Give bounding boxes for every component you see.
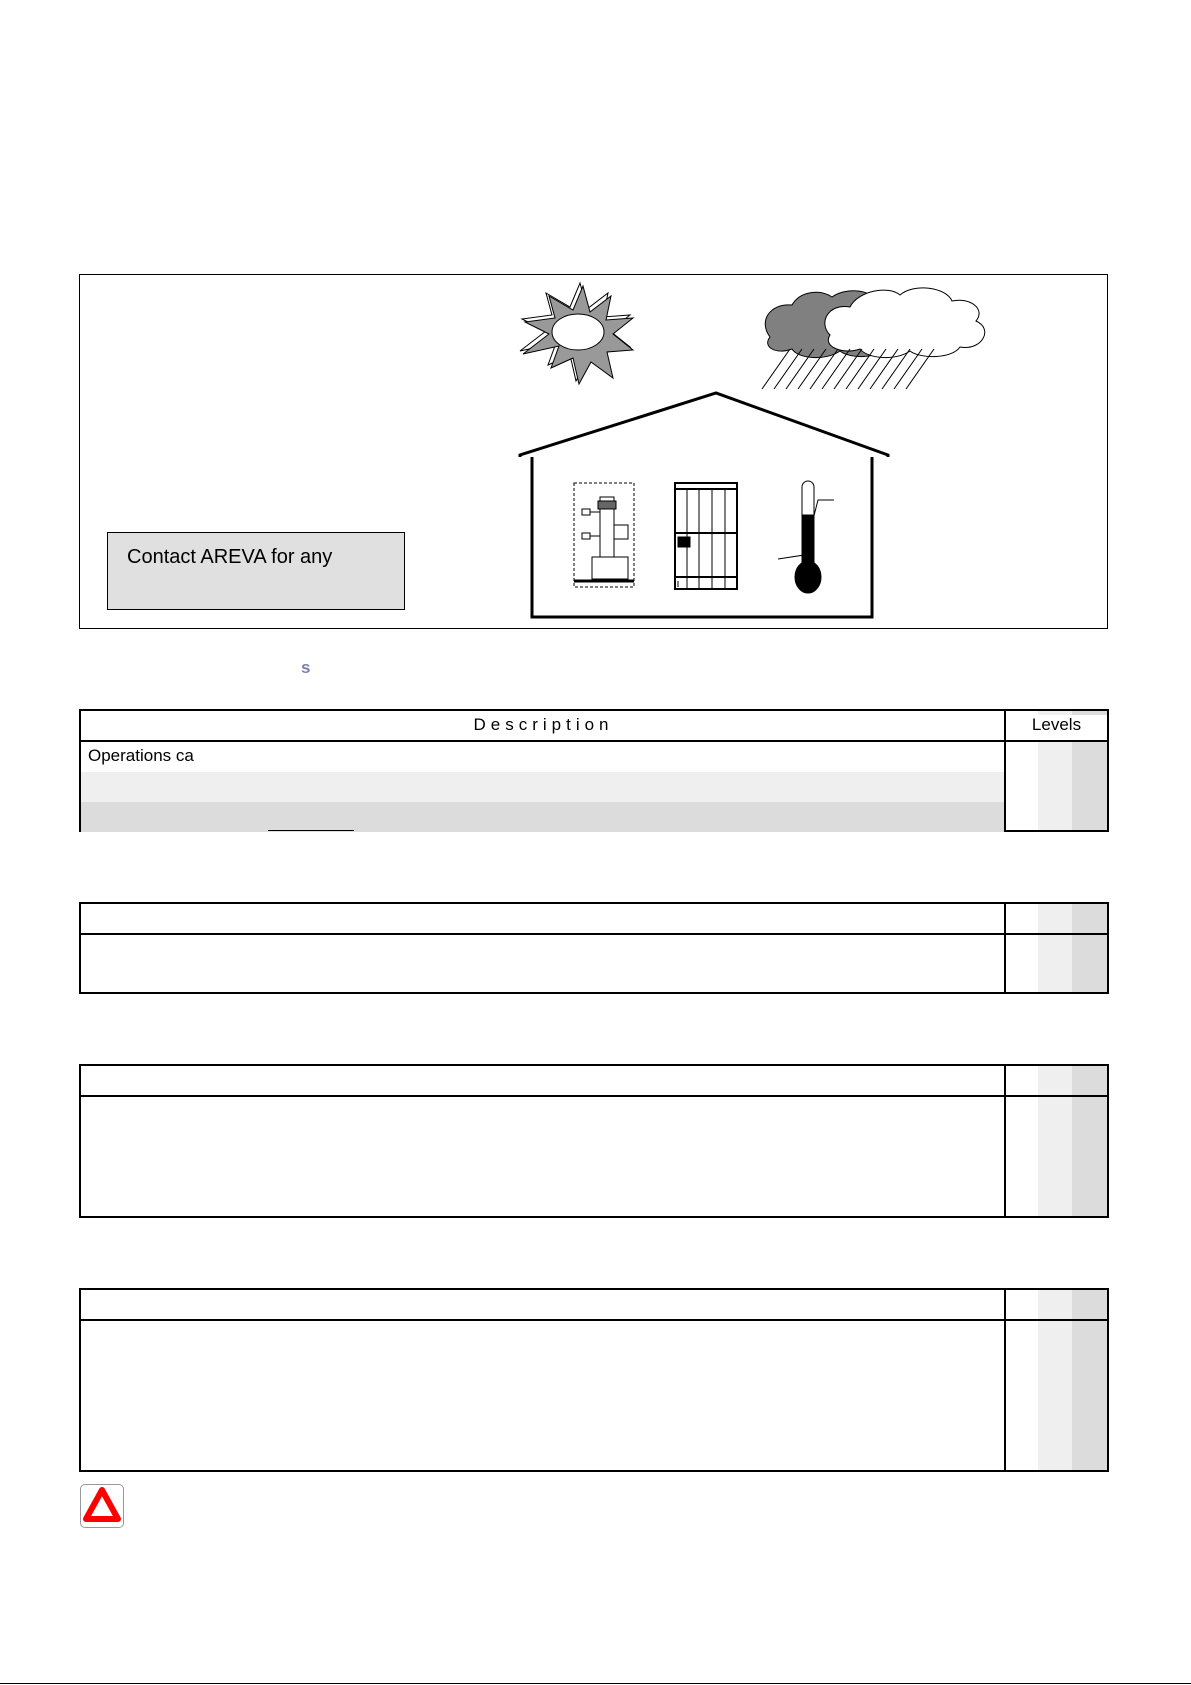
sun-icon [520,283,633,384]
environment-illustration [500,275,1030,625]
table-row [81,742,1004,772]
table-row [81,802,1004,832]
page-bottom-rule [0,1683,1191,1684]
thermometer-icon [778,481,834,593]
table-header [81,904,1006,935]
cabinet-icon [675,483,737,589]
table-header [81,711,1107,742]
table-row [81,772,1004,802]
blank-table-4 [79,1288,1109,1472]
warning-triangle-icon [80,1484,124,1528]
description-levels-table [79,709,1109,832]
levels-column [1004,1066,1107,1216]
house-icon [520,393,888,617]
levels-header: Levels [1006,715,1107,740]
contact-note-text: Contact AREVA for any [127,546,333,568]
fill-in-line [268,830,354,831]
row-text: Operations ca [88,746,194,765]
blank-table-3 [79,1064,1109,1218]
levels-column [1004,1290,1107,1470]
section-marker: s [301,658,311,677]
description-header: Description [473,715,614,734]
blank-table-2 [79,902,1109,994]
contact-note-box [107,532,405,610]
rain-cloud-icon [762,288,985,389]
levels-column [1004,904,1107,992]
switchgear-icon [574,483,634,587]
